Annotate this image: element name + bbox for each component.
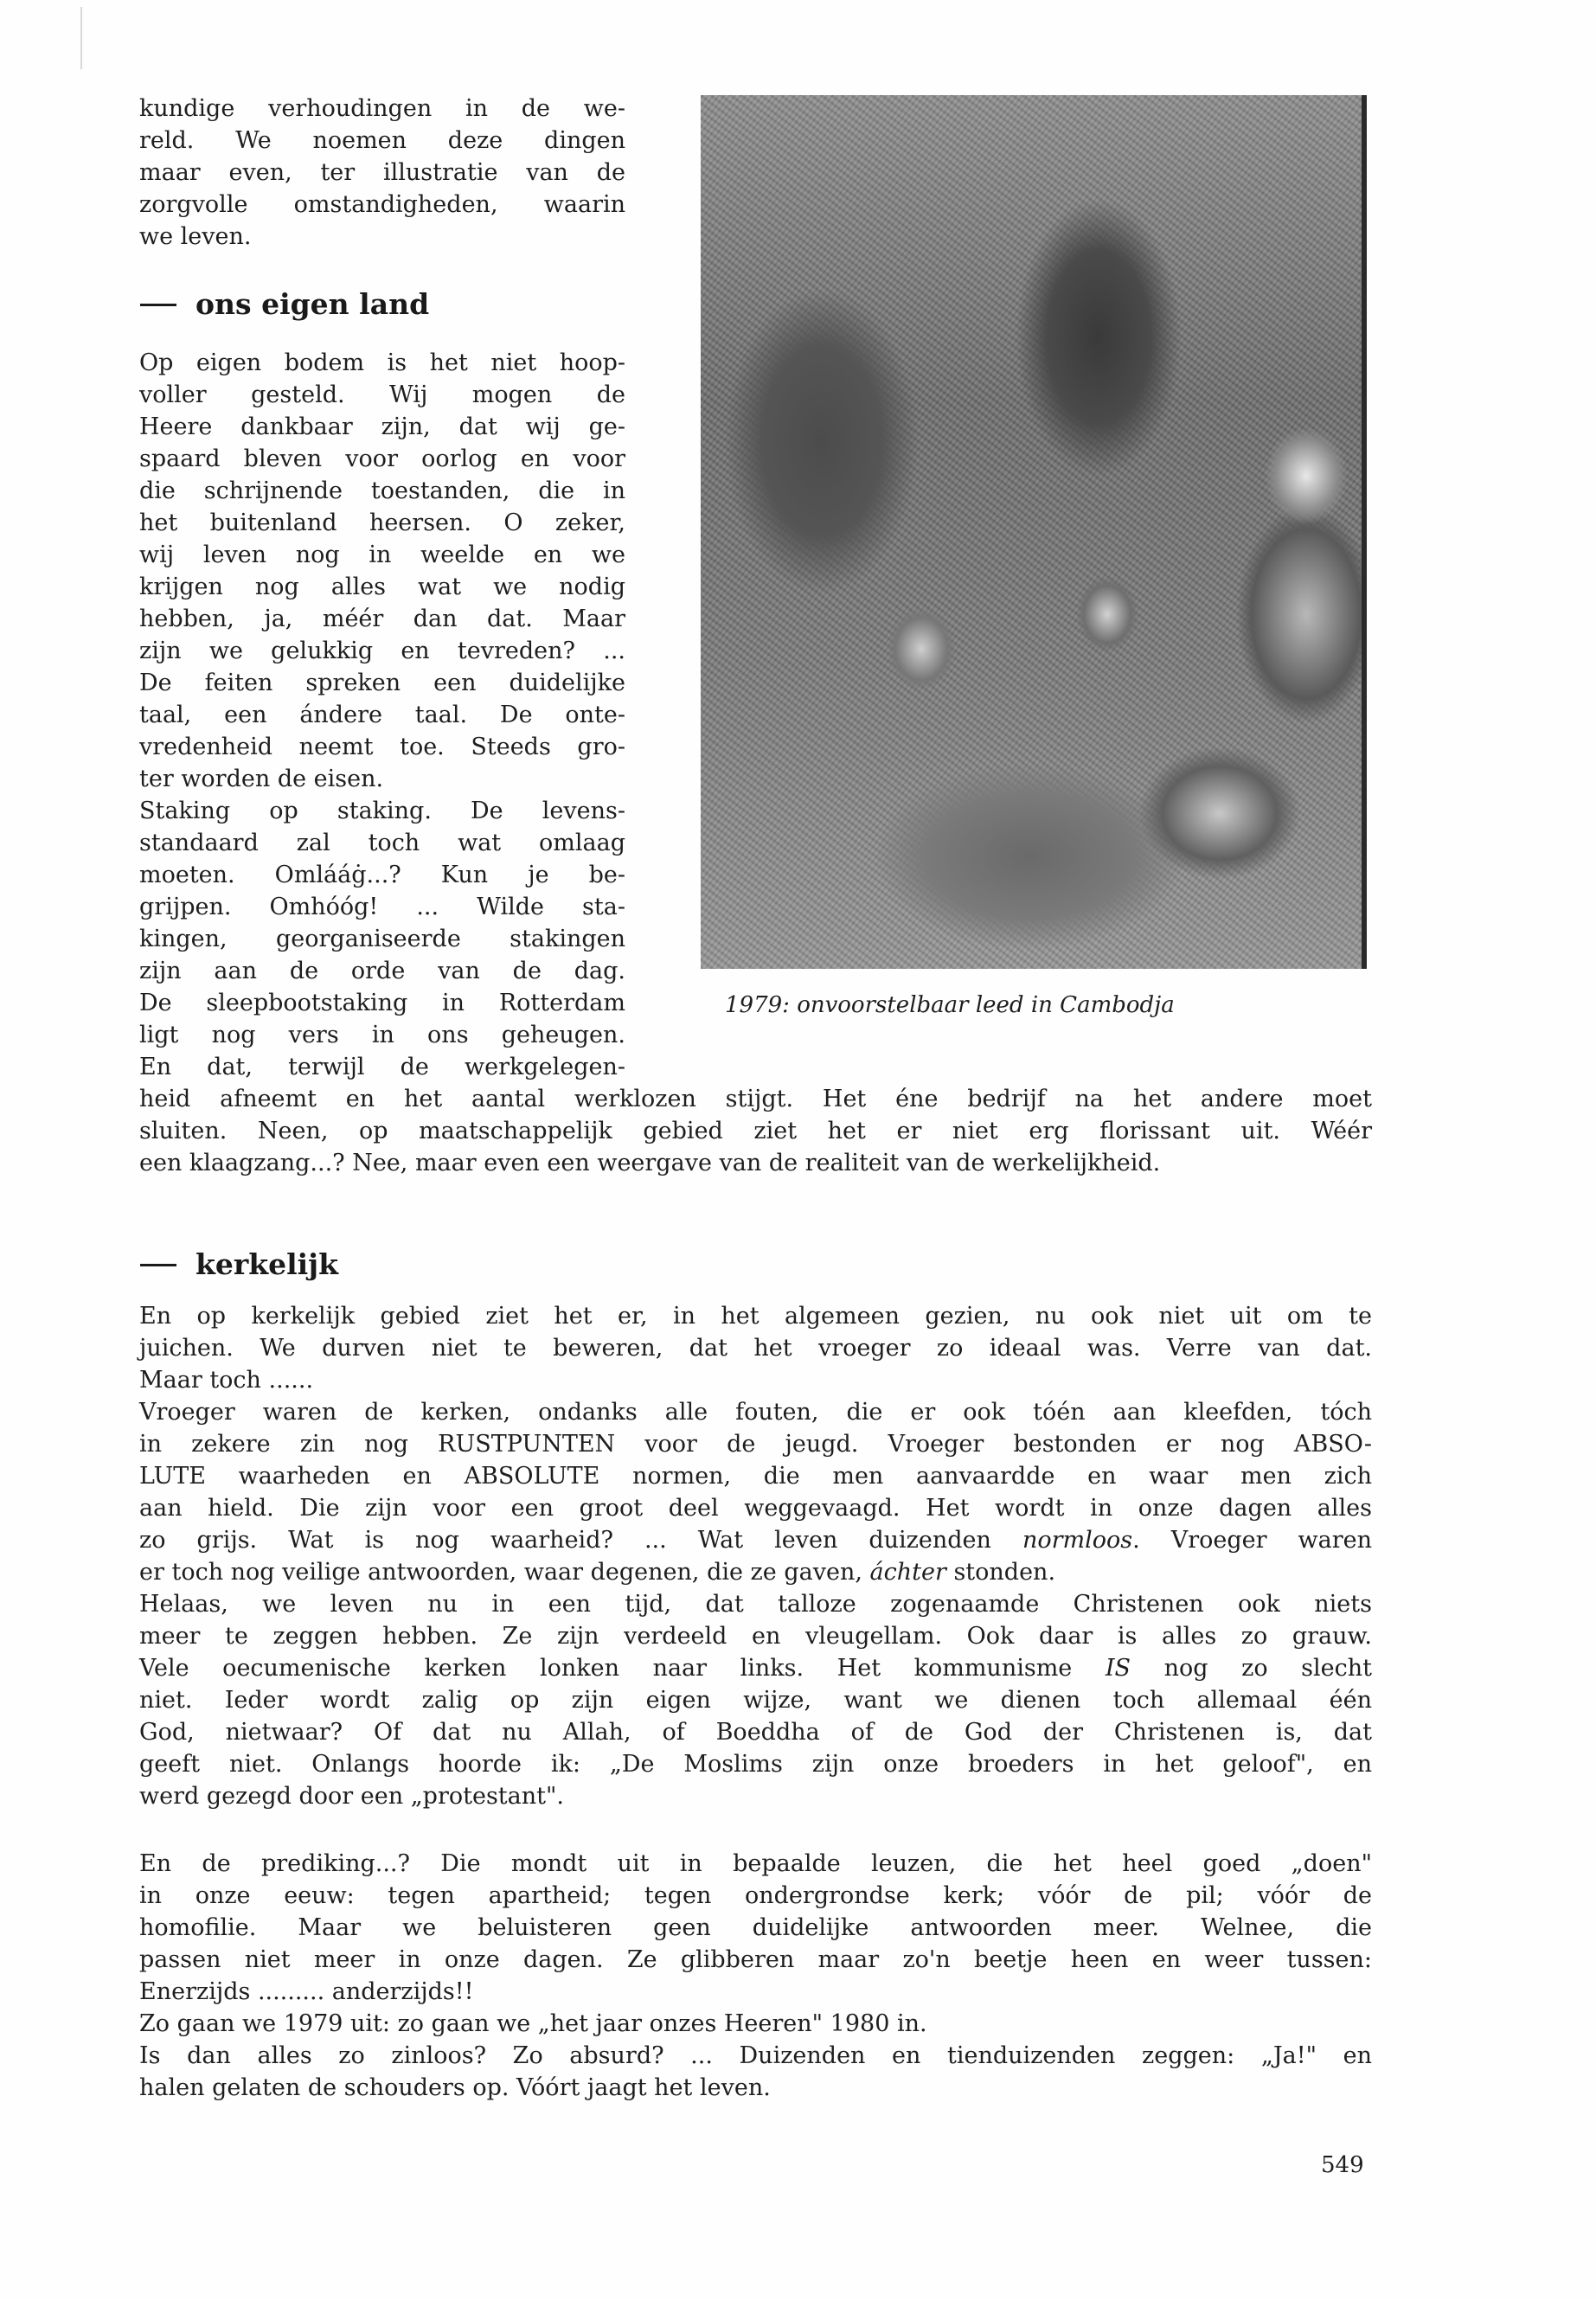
emphasis-is: IS — [1105, 1655, 1131, 1682]
body-line: wij leven nog in weelde en we — [139, 542, 625, 568]
body-line: geeft niet. Onlangs hoorde ik: „De Moslims zijn onze broeders in het geloof", en — [139, 1751, 1372, 1778]
body-line: En dat, terwijl de werkgelegen- — [139, 1054, 625, 1080]
body-line: Helaas, we leven nu in een tijd, dat talloze zogenaamde Christenen ook niets — [139, 1591, 1372, 1618]
body-line: Op eigen bodem is het niet hoop- — [139, 349, 625, 376]
body-line: spaard bleven voor oorlog en voor — [139, 445, 625, 472]
body-line: Staking op staking. De levens- — [139, 798, 625, 824]
emphasis-normloos: normloos — [1022, 1527, 1133, 1554]
body-line: Maar toch ...... — [139, 1367, 314, 1394]
text-run: stonden. — [945, 1559, 1056, 1586]
page-number: 549 — [1321, 2152, 1364, 2178]
body-line: taal, een ándere taal. De onte- — [139, 702, 625, 728]
body-line: hebben, ja, méér dan dat. Maar — [139, 606, 625, 632]
body-line: maar even, ter illustratie van de — [139, 159, 625, 186]
body-line: Heere dankbaar zijn, dat wij ge- — [139, 413, 625, 440]
body-line: passen niet meer in onze dagen. Ze glibberen maar zo'n beetje heen en weer tussen: — [139, 1946, 1372, 1973]
text-run: . Vroeger waren — [1132, 1527, 1373, 1554]
text-run: zo grijs. Wat is nog waarheid? ... Wat leven duizenden — [139, 1527, 1022, 1554]
body-line: standaard zal toch wat omlaag — [139, 830, 625, 856]
body-line: in zekere zin nog RUSTPUNTEN voor de jeugd. Vroeger bestonden er nog ABSO- — [139, 1431, 1372, 1458]
text-run: Vele oecumenische kerken lonken naar links. Het kommunisme — [139, 1655, 1106, 1682]
body-line: En de prediking...? Die mondt uit in bepaalde leuzen, die het heel goed „doen" — [139, 1850, 1372, 1877]
emphasis-achter: áchter — [869, 1559, 946, 1586]
body-line: Vroeger waren de kerken, ondanks alle fouten, die er ook tóén aan kleefden, tóch — [139, 1399, 1372, 1426]
body-line: De feiten spreken een duidelijke — [139, 670, 625, 696]
body-line: moeten. Omlááġ...? Kun je be- — [139, 862, 625, 888]
section-heading-ons-eigen-land — [140, 287, 429, 322]
body-line: we leven. — [139, 223, 252, 250]
body-line: LUTE waarheden en ABSOLUTE normen, die men aanvaardde en waar men zich — [139, 1463, 1372, 1490]
section-heading-kerkelijk — [140, 1247, 338, 1282]
body-line: aan hield. Die zijn voor een groot deel weggevaagd. Het wordt in onze dagen alles — [139, 1495, 1372, 1522]
body-line: zijn we gelukkig en tevreden? ... — [139, 638, 625, 664]
scan-margin-mark — [80, 7, 82, 69]
photo-cambodia — [701, 95, 1367, 969]
body-line: heid afneemt en het aantal werklozen stijgt. Het éne bedrijf na het andere moet — [139, 1086, 1372, 1112]
photo-caption: 1979: onvoorstelbaar leed in Cambodja — [725, 992, 1175, 1018]
em-dash — [140, 1264, 176, 1266]
body-line: een klaagzang...? Nee, maar even een weergave van de realiteit van de werkelijkheid. — [139, 1150, 1161, 1176]
body-line: Zo gaan we 1979 uit: zo gaan we „het jaar onzes Heeren" 1980 in. — [139, 2010, 927, 2037]
heading-text: ons eigen land — [195, 287, 430, 321]
body-line: vredenheid neemt toe. Steeds gro- — [139, 734, 625, 760]
text-run: nog zo slecht — [1131, 1655, 1372, 1682]
body-line: zorgvolle omstandigheden, waarin — [139, 191, 625, 218]
body-line: kingen, georganiseerde stakingen — [139, 926, 625, 952]
body-line: juichen. We durven niet te beweren, dat het vroeger zo ideaal was. Verre van dat. — [139, 1335, 1372, 1362]
heading-text: kerkelijk — [195, 1247, 338, 1281]
body-line: Is dan alles zo zinloos? Zo absurd? ... Duizenden en tienduizenden zeggen: „Ja!" en — [139, 2042, 1372, 2069]
body-line: zijn aan de orde van de dag. — [139, 958, 625, 984]
body-line: het buitenland heersen. O zeker, — [139, 510, 625, 536]
body-line: krijgen nog alles wat we nodig — [139, 574, 625, 600]
body-line: kundige verhoudingen in de we- — [139, 95, 625, 122]
body-line: grijpen. Omhóóg! ... Wilde sta- — [139, 894, 625, 920]
body-line: reld. We noemen deze dingen — [139, 127, 625, 154]
body-line: ligt nog vers in ons geheugen. — [139, 1022, 625, 1048]
body-line: halen gelaten de schouders op. Vóórt jaagt het leven. — [139, 2074, 771, 2101]
body-line: sluiten. Neen, op maatschappelijk gebied ziet het er niet erg florissant uit. Wéér — [139, 1118, 1372, 1144]
body-line: En op kerkelijk gebied ziet het er, in het algemeen gezien, nu ook niet uit om te — [139, 1303, 1372, 1330]
body-line: werd gezegd door een „protestant". — [139, 1783, 564, 1810]
text-run: er toch nog veilige antwoorden, waar degenen, die ze gaven, — [139, 1559, 870, 1586]
body-line: voller gesteld. Wij mogen de — [139, 381, 625, 408]
body-line: Enerzijds ......... anderzijds!! — [139, 1978, 474, 2005]
body-line: meer te zeggen hebben. Ze zijn verdeeld en vleugellam. Ook daar is alles zo grauw. — [139, 1623, 1372, 1650]
em-dash — [140, 304, 176, 306]
body-line: God, nietwaar? Of dat nu Allah, of Boeddha of de God der Christenen is, dat — [139, 1719, 1372, 1746]
body-line: niet. Ieder wordt zalig op zijn eigen wijze, want we dienen toch allemaal één — [139, 1687, 1372, 1714]
body-line: De sleepbootstaking in Rotterdam — [139, 990, 625, 1016]
body-line: in onze eeuw: tegen apartheid; tegen ondergrondse kerk; vóór de pil; vóór de — [139, 1882, 1372, 1909]
body-line: ter worden de eisen. — [139, 766, 384, 792]
body-line: homofilie. Maar we beluisteren geen duidelijke antwoorden meer. Welnee, die — [139, 1914, 1372, 1941]
body-line — [139, 1653, 1372, 1684]
body-line — [139, 1557, 1372, 1588]
body-line — [139, 1525, 1372, 1556]
body-line: die schrijnende toestanden, die in — [139, 478, 625, 504]
